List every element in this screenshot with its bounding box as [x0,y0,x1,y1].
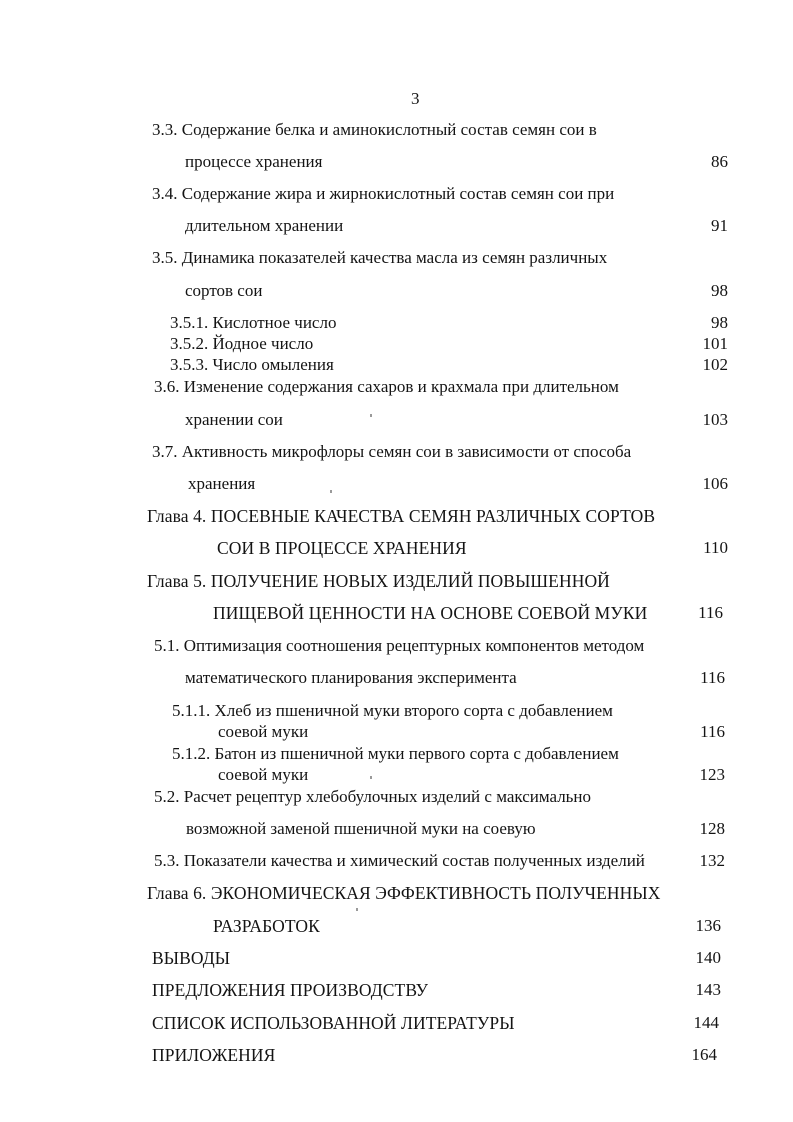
toc-entry-5-1-line2: математического планирования эксперимента [185,668,517,687]
toc-chapter-5-page: 116 [698,603,723,622]
toc-entry-3-7-line2: хранения [188,474,256,493]
toc-entry-5-1-2-line2: соевой муки [218,765,309,784]
toc-entry-3-4-line1: 3.4. Содержание жира и жирнокислотный состав семян сои при [152,184,615,203]
toc-entry-3-3-line1: 3.3. Содержание белка и аминокислотный состав семян сои в [152,120,597,139]
toc-conclusions-page: 140 [695,948,721,967]
toc-entry-3-7-page: 106 [702,474,728,493]
toc-entry-5-2-line2: возможной заменой пшеничной муки на соевую [186,819,536,838]
toc-entry-3-3-line2: процессе хранения [185,152,323,171]
toc-chapter-4-line1: Глава 4. ПОСЕВНЫЕ КАЧЕСТВА СЕМЯН РАЗЛИЧНЫХ СОРТОВ [147,506,656,526]
toc-entry-3-5-page: 98 [711,281,728,300]
toc-entry-5-2-line1: 5.2. Расчет рецептур хлебобулочных изделий с максимально [154,787,592,806]
toc-chapter-6-line1: Глава 6. ЭКОНОМИЧЕСКАЯ ЭФФЕКТИВНОСТЬ ПОЛУЧЕННЫХ [147,883,661,903]
toc-appendices-page: 164 [691,1045,717,1064]
scan-speck [330,490,332,493]
toc-conclusions: ВЫВОДЫ [152,948,231,968]
page-number: 3 [411,89,420,108]
toc-entry-3-4-page: 91 [711,216,728,235]
toc-entry-5-3-page: 132 [699,851,725,870]
toc-entry-3-5-line2: сортов сои [185,281,263,300]
toc-entry-5-1-page: 116 [700,668,725,687]
scan-speck [370,776,372,779]
scan-speck [356,908,358,911]
toc-entry-5-3: 5.3. Показатели качества и химический состав полученных изделий [154,851,645,870]
toc-references-page: 144 [693,1013,719,1032]
toc-entry-5-1-line1: 5.1. Оптимизация соотношения рецептурных компонентов методом [154,636,645,655]
toc-entry-3-5-2-page: 101 [702,334,728,353]
scan-speck [370,414,372,417]
toc-entry-5-1-2-page: 123 [699,765,725,784]
toc-entry-5-1-2-line1: 5.1.2. Батон из пшеничной муки первого сорта с добавлением [172,744,619,763]
toc-entry-3-6-line1: 3.6. Изменение содержания сахаров и крахмала при длительном [154,377,619,396]
toc-chapter-5-line1: Глава 5. ПОЛУЧЕНИЕ НОВЫХ ИЗДЕЛИЙ ПОВЫШЕННОЙ [147,571,610,591]
toc-entry-3-6-line2: хранении сои [185,410,283,429]
toc-entry-3-5-1-page: 98 [711,313,728,332]
toc-chapter-4-page: 110 [703,538,728,557]
toc-entry-3-4-line2: длительном хранении [185,216,344,235]
toc-entry-3-5-2: 3.5.2. Йодное число [170,334,314,353]
toc-chapter-6-line2: РАЗРАБОТОК [213,916,320,936]
toc-entry-3-5-3: 3.5.3. Число омыления [170,355,334,374]
toc-chapter-4-line2: СОИ В ПРОЦЕССЕ ХРАНЕНИЯ [217,538,467,558]
toc-chapter-5-line2: ПИЩЕВОЙ ЦЕННОСТИ НА ОСНОВЕ СОЕВОЙ МУКИ [213,603,648,623]
toc-entry-3-3-page: 86 [711,152,728,171]
toc-appendices: ПРИЛОЖЕНИЯ [152,1045,276,1065]
toc-proposals-page: 143 [695,980,721,999]
toc-entry-5-1-1-line1: 5.1.1. Хлеб из пшеничной муки второго сорта с добавлением [172,701,613,720]
toc-entry-5-1-1-line2: соевой муки [218,722,309,741]
toc-entry-3-6-page: 103 [702,410,728,429]
toc-entry-3-5-1: 3.5.1. Кислотное число [170,313,337,332]
toc-entry-3-7-line1: 3.7. Активность микрофлоры семян сои в зависимости от способа [152,442,632,461]
toc-proposals: ПРЕДЛОЖЕНИЯ ПРОИЗВОДСТВУ [152,980,429,1000]
toc-chapter-6-page: 136 [695,916,721,935]
toc-entry-5-1-1-page: 116 [700,722,725,741]
toc-entry-3-5-3-page: 102 [702,355,728,374]
toc-references: СПИСОК ИСПОЛЬЗОВАННОЙ ЛИТЕРАТУРЫ [152,1013,515,1033]
toc-entry-5-2-page: 128 [699,819,725,838]
toc-entry-3-5-line1: 3.5. Динамика показателей качества масла из семян различных [152,248,608,267]
